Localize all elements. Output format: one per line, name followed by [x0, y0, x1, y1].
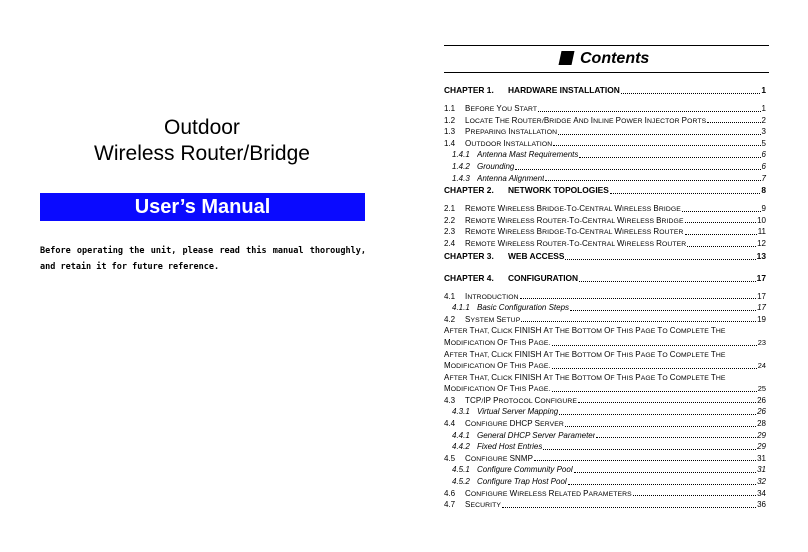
toc-entry-plain[interactable] [444, 360, 766, 372]
toc-entry-chapter[interactable] [444, 272, 766, 285]
cover-title-line-2: Wireless Router/Bridge [94, 142, 310, 165]
toc-entry-number: 2.2 [444, 215, 456, 225]
toc-entry-page: 11 [757, 227, 766, 237]
toc-entry-number: 2.3 [444, 227, 456, 237]
toc-entry-section[interactable] [444, 126, 766, 138]
toc-entry-number: 1.4.3 [452, 173, 470, 183]
toc-entry-page: 28 [757, 419, 766, 429]
toc-entry-title: LOCATE THE ROUTER/BRIDGE AND INLINE POWER INJECTOR PORTS [465, 115, 707, 125]
toc-entry-number: 4.5.2 [452, 477, 470, 487]
toc-entry-plain[interactable] [444, 383, 766, 395]
toc-entry-page: 31 [757, 465, 766, 475]
toc-entry-page: 25 [757, 384, 766, 394]
toc-entry-section[interactable] [444, 418, 766, 430]
contents-title: Contents [580, 50, 650, 67]
toc-entry-number: 2.1 [444, 204, 456, 214]
toc-dot-leader [685, 233, 757, 235]
toc-entry-page: 10 [757, 215, 766, 225]
toc-entry-title: General DHCP Server Parameter [477, 430, 596, 440]
toc-dot-leader [558, 133, 760, 135]
toc-dot-leader [534, 459, 756, 461]
toc-entry-sub[interactable] [444, 173, 766, 185]
toc-dot-leader [553, 144, 760, 146]
toc-entry-number: 1.4.2 [452, 161, 470, 171]
toc-dot-leader [521, 320, 756, 322]
toc-dot-leader [552, 344, 757, 346]
cover-note: Before operating the unit, please read this manual thoroughly, and retain it for future reference. [40, 246, 366, 272]
toc-entry-page: 26 [757, 395, 766, 405]
toc-entry-sub[interactable] [444, 161, 766, 173]
toc-entry-number: CHAPTER 3. [444, 250, 494, 261]
toc-entry-chapter[interactable] [444, 84, 766, 97]
toc-dot-leader [520, 297, 756, 299]
toc-spacer [444, 263, 766, 272]
toc-entry-section[interactable] [444, 203, 766, 215]
toc-entry-section[interactable] [444, 453, 766, 465]
toc-entry-title: TCP/IP PROTOCOL CONFIGURE [465, 395, 578, 405]
toc-dot-leader [579, 156, 760, 158]
toc-entry-number: CHAPTER 4. [444, 272, 494, 283]
toc-entry-title: REMOTE WIRELESS BRIDGE-TO-CENTRAL WIRELESS BRIDGE [465, 204, 681, 214]
toc-entry-page: 23 [757, 337, 766, 347]
cover-title-line-1: Outdoor [164, 116, 240, 139]
toc-entry-number: 4.5.1 [452, 465, 470, 475]
toc-entry-number: 1.1 [444, 104, 456, 113]
toc-entry-plain[interactable] [444, 337, 766, 349]
toc-dot-leader [570, 309, 756, 311]
toc-entry-title: WEB ACCESS [508, 250, 565, 261]
toc-dot-leader [579, 280, 756, 282]
toc-entry-page: 17 [757, 303, 766, 313]
toc-entry-sub[interactable] [444, 149, 766, 161]
contents-bottom-rule [444, 72, 769, 73]
toc-dot-leader [552, 390, 757, 392]
toc-dot-leader [545, 179, 760, 181]
toc-entry-title: Antenna Mast Requirements [477, 150, 579, 160]
toc-entry-title: MODIFICATION OF THIS PAGE. [444, 361, 551, 371]
toc-dot-leader [621, 92, 761, 94]
toc-entry-page: 7 [761, 173, 766, 183]
toc-entry-chapter[interactable] [444, 184, 766, 197]
toc-entry-title: AFTER THAT, CLICK FINISH AT THE BOTTOM OF THIS PAGE TO COMPLETE THE [444, 349, 726, 359]
square-bullet-icon [559, 51, 575, 65]
toc-entry-sub[interactable] [444, 302, 766, 314]
contents-top-rule [444, 45, 769, 46]
toc-entry-plain-noleader[interactable] [444, 372, 766, 384]
toc-entry-page: 17 [756, 272, 766, 283]
toc-entry-title: CONFIGURATION [508, 272, 579, 283]
table-of-contents [444, 84, 766, 511]
toc-entry-title: MODIFICATION OF THIS PAGE. [444, 337, 551, 347]
toc-entry-page: 29 [757, 430, 766, 440]
users-manual-banner: User’s Manual [40, 193, 365, 221]
toc-entry-title: CONFIGURE SNMP [465, 453, 534, 463]
contents-heading [444, 47, 769, 71]
toc-entry-title: Basic Configuration Steps [477, 303, 570, 313]
toc-dot-leader [685, 221, 757, 223]
toc-dot-leader [707, 121, 760, 123]
toc-entry-page: 5 [761, 138, 766, 148]
toc-entry-number: 4.4 [444, 419, 456, 429]
toc-dot-leader [559, 413, 756, 415]
toc-dot-leader [552, 367, 757, 369]
toc-entry-page: 6 [761, 150, 766, 160]
toc-entry-title: REMOTE WIRELESS ROUTER-TO-CENTRAL WIRELESS BRIDGE [465, 215, 684, 225]
toc-entry-number: 4.1 [444, 291, 456, 301]
toc-entry-number: 4.4.2 [452, 442, 470, 452]
toc-entry-page: 34 [757, 488, 766, 498]
toc-entry-number: 2.4 [444, 238, 456, 248]
toc-entry-section[interactable] [444, 238, 766, 250]
toc-entry-number: 1.4.1 [452, 150, 470, 160]
toc-entry-title: AFTER THAT, CLICK FINISH AT THE BOTTOM OF THIS PAGE TO COMPLETE THE [444, 372, 726, 382]
toc-entry-number: 4.6 [444, 488, 456, 498]
toc-entry-page: 1 [761, 85, 766, 95]
toc-entry-title: SYSTEM SETUP [465, 314, 521, 324]
toc-entry-section[interactable] [444, 314, 766, 326]
toc-entry-number: 4.4.1 [452, 430, 470, 440]
toc-entry-plain-noleader[interactable] [444, 349, 766, 361]
toc-entry-page: 31 [757, 453, 766, 463]
toc-entry-sub[interactable] [444, 406, 766, 418]
toc-dot-leader [543, 448, 756, 450]
toc-entry-page: 6 [761, 161, 766, 171]
toc-entry-title: MODIFICATION OF THIS PAGE. [444, 384, 551, 394]
toc-dot-leader [538, 110, 760, 112]
toc-entry-title: Virtual Server Mapping [477, 407, 559, 417]
toc-entry-page: 9 [761, 204, 766, 214]
toc-entry-page: 36 [757, 500, 766, 510]
toc-dot-leader [568, 483, 756, 485]
toc-entry-section[interactable] [444, 138, 766, 150]
toc-entry-sub[interactable] [444, 441, 766, 453]
toc-entry-section[interactable] [444, 395, 766, 407]
toc-entry-section[interactable] [444, 499, 766, 511]
toc-dot-leader [578, 401, 756, 403]
toc-entry-chapter[interactable] [444, 250, 766, 263]
toc-entry-number: 1.4 [444, 138, 456, 148]
toc-entry-section[interactable] [444, 291, 766, 303]
toc-entry-number: 1.2 [444, 115, 456, 125]
toc-entry-section[interactable] [444, 226, 766, 238]
toc-entry-title: CONFIGURE DHCP SERVER [465, 419, 564, 429]
toc-entry-sub[interactable] [444, 430, 766, 442]
toc-entry-page: 24 [757, 361, 766, 371]
toc-entry-number: 4.7 [444, 500, 456, 510]
toc-entry-page: 17 [757, 291, 766, 301]
toc-entry-page: 26 [757, 407, 766, 417]
toc-entry-title: REMOTE WIRELESS BRIDGE-TO-CENTRAL WIRELESS ROUTER [465, 227, 684, 237]
toc-dot-leader [633, 494, 756, 496]
toc-entry-number: 1.3 [444, 127, 456, 137]
toc-entry-page: 12 [757, 238, 766, 248]
toc-entry-number: CHAPTER 1. [444, 85, 494, 95]
toc-entry-section[interactable] [444, 215, 766, 227]
toc-entry-title: NETWORK TOPOLOGIES [508, 185, 609, 196]
toc-entry-page: 13 [756, 250, 766, 261]
toc-entry-page: 1 [761, 104, 766, 113]
toc-entry-sub[interactable] [444, 476, 766, 488]
toc-entry-title: REMOTE WIRELESS ROUTER-TO-CENTRAL WIRELESS ROUTER [465, 238, 687, 248]
toc-entry-title: PREPARING INSTALLATION [465, 127, 558, 137]
toc-entry-title: Configure Trap Host Pool [477, 477, 567, 487]
toc-entry-title: AFTER THAT, CLICK FINISH AT THE BOTTOM OF THIS PAGE TO COMPLETE THE [444, 326, 726, 336]
toc-entry-section[interactable] [444, 488, 766, 500]
toc-entry-title: Fixed Host Entries [477, 442, 543, 452]
toc-entry-plain-noleader[interactable] [444, 325, 766, 337]
toc-entry-page: 8 [761, 185, 766, 196]
toc-entry-title: BEFORE YOU START [465, 104, 538, 113]
toc-entry-section[interactable] [444, 115, 766, 127]
toc-entry-number: 4.1.1 [452, 303, 470, 313]
toc-entry-sub[interactable] [444, 464, 766, 476]
toc-dot-leader [687, 245, 756, 247]
toc-entry-title: INTRODUCTION [465, 291, 519, 301]
toc-dot-leader [515, 168, 760, 170]
toc-entry-number: 4.2 [444, 314, 456, 324]
toc-dot-leader [610, 192, 761, 194]
toc-dot-leader [574, 471, 756, 473]
toc-entry-title: Grounding [477, 161, 515, 171]
toc-dot-leader [596, 436, 756, 438]
toc-entry-title: SECURITY [465, 500, 501, 510]
toc-dot-leader [502, 506, 756, 508]
toc-entry-number: 4.3 [444, 395, 456, 405]
toc-entry-title: Antenna Alignment [477, 173, 545, 183]
toc-entry-title: Configure Community Pool [477, 465, 573, 475]
cover-title [40, 115, 364, 167]
toc-entry-section[interactable] [444, 103, 766, 115]
toc-entry-page: 29 [757, 442, 766, 452]
toc-dot-leader [565, 258, 755, 260]
toc-entry-title: OUTDOOR INSTALLATION [465, 138, 553, 148]
toc-entry-title: CONFIGURE WIRELESS RELATED PARAMETERS [465, 488, 632, 498]
toc-entry-page: 2 [761, 115, 766, 125]
toc-entry-page: 32 [757, 477, 766, 487]
toc-dot-leader [565, 425, 756, 427]
toc-entry-number: 4.3.1 [452, 407, 470, 417]
toc-entry-title: HARDWARE INSTALLATION [508, 85, 620, 95]
toc-entry-number: CHAPTER 2. [444, 185, 494, 196]
toc-entry-page: 3 [761, 127, 766, 137]
toc-entry-page: 19 [757, 314, 766, 324]
toc-dot-leader [682, 210, 761, 212]
toc-entry-number: 4.5 [444, 453, 456, 463]
